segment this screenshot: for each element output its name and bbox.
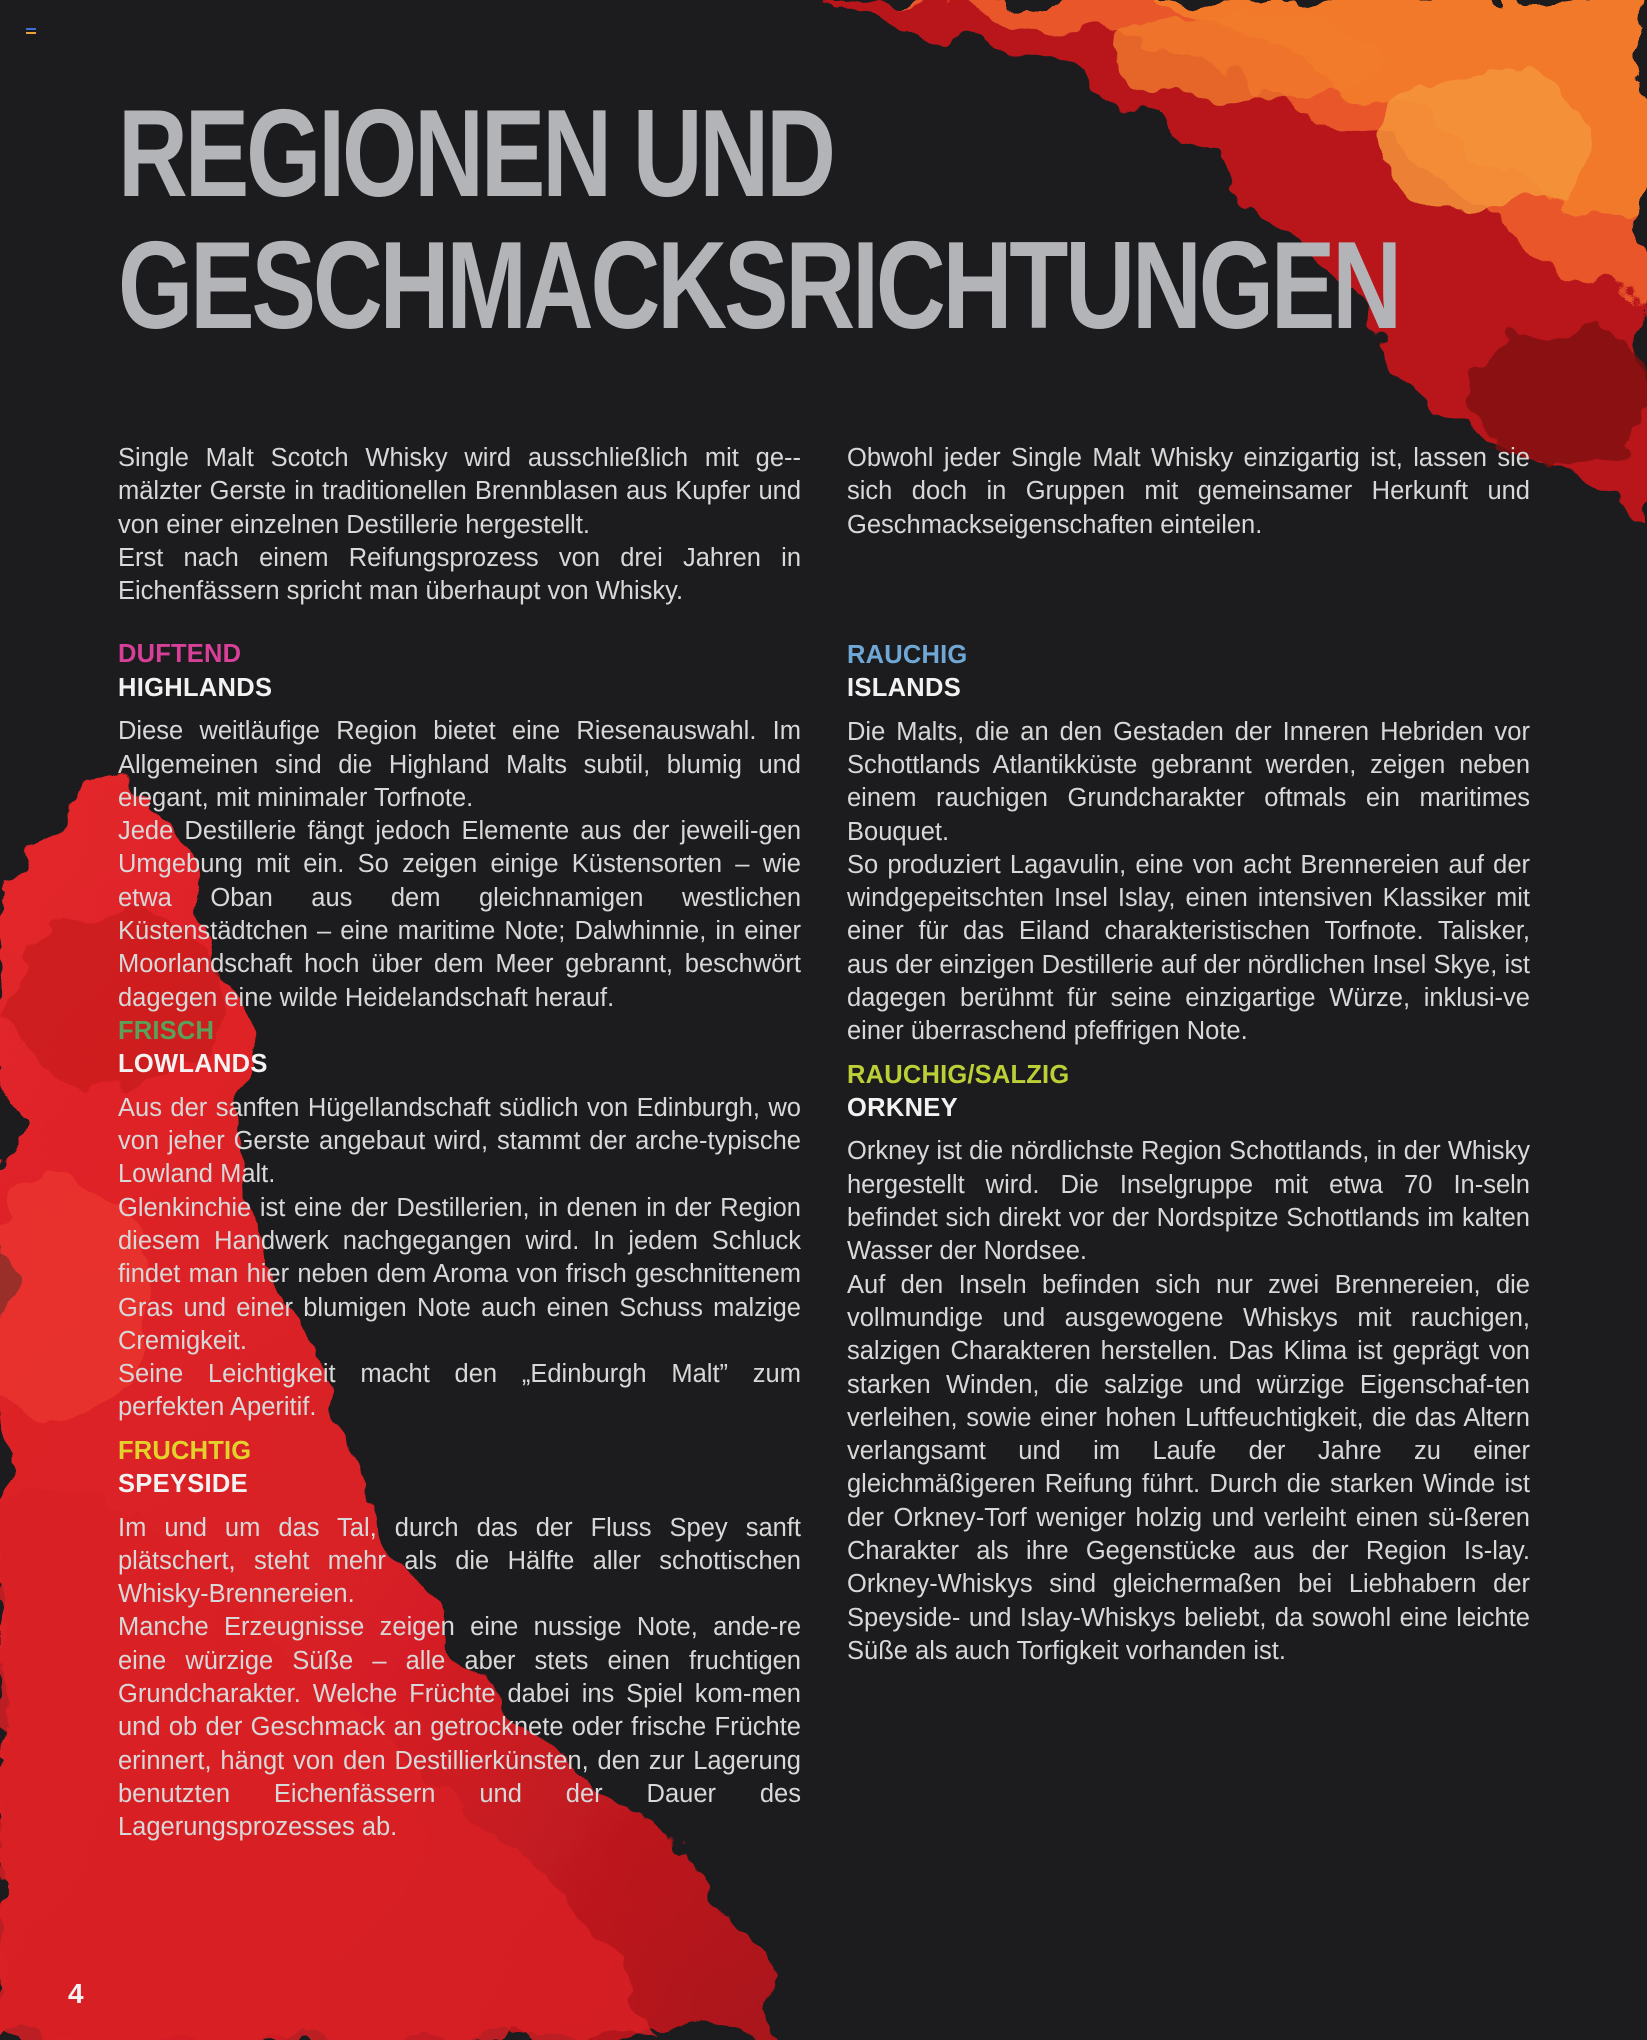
page-number: 4 xyxy=(68,1978,84,2009)
corner-mark-icon xyxy=(26,28,36,34)
left-column xyxy=(118,442,801,1845)
intro-right: Obwohl jeder Single Malt Whisky einzigartig ist, lassen sie sich doch in Gruppen mit gemeinsamer Herkunft und Geschmackseigenschaften einteilen. xyxy=(847,444,1530,539)
section-speyside xyxy=(118,1435,801,1845)
section-text: Aus der sanften Hügellandschaft südlich von Edinburgh, wo von jeher Gerste angebaut wird, stammt der arche-typische Lowland Malt. Glenkinchie ist eine der Destillerien, in denen in der Region diesem Handwerk nachgegangen wird. In jedem Schluck findet man hier neben dem Aroma von frisch geschnittenem Gras und einer blumigen Note auch einen Schuss malzige Cremigkeit. Seine Leichtigkeit macht den „Edinburgh Malt” zum perfekten Aperitif. xyxy=(118,1093,801,1422)
page-title xyxy=(118,85,1399,355)
section-text: Orkney ist die nördlichste Region Schottlands, in der Whisky hergestellt wird. Die Inselgruppe mit etwa 70 In-seln befindet sich direkt vor der Nordspitze Schottlands im kalten Wasser der Nordsee. Auf den Inseln befinden sich nur zwei Brennereien, die vollmundige und ausgewogene Whiskys mit rauchigen, salzigen Charakteren herstellen. Das Klima ist geprägt von starken Winden, die salzige und würzige Eigenschaf-ten verleihen, sowie einer hohen Luftfeuchtigkeit, die das Altern verlangsamt und im Laufe der Jahre zu einer gleichmäßigeren Reifung führt. Durch die starken Winde ist der Orkney-Torf weniger holzig und verleiht einen sü-ßeren Charakter als ihre Gegenstücke aus der Region Is-lay. Orkney-Whiskys sind gleichermaßen bei Liebhabern der Speyside- und Islay-Whiskys beliebt, da sowohl eine leichte Süße als auch Torfigkeit vorhanden ist. xyxy=(847,1137,1530,1665)
intro-left: Single Malt Scotch Whisky wird ausschließlich mit ge-mälzter Gerste in traditionellen Brennblasen aus Kupfer und von einer einzelnen Destillerie hergestellt. Erst nach einem Reifungsprozess von drei Jahren in Eichenfässern spricht man überhaupt von Whisky. xyxy=(118,444,801,606)
region-heading: LOWLANDS xyxy=(118,1050,268,1079)
region-heading: ISLANDS xyxy=(847,674,962,703)
taste-tag: DUFTEND xyxy=(118,640,242,669)
region-heading: ORKNEY xyxy=(847,1094,958,1123)
section-text: Im und um das Tal, durch das der Fluss Spey sanft plätschert, steht mehr als die Hälfte aller schottischen Whisky-Brennereien. Manche Erzeugnisse zeigen eine nussige Note, ande-re eine würzige Süße – alle aber stets einen fruchtigen Grundcharakter. Welche Früchte dabei ins Spiel kom-men und ob der Geschmack an getrocknete oder frische Früchte erinnert, hängt von den Destillierkünsten, den zur Lagerung benutzten Eichenfässern und der Dauer des Lagerungsprozesses ab. xyxy=(118,1513,801,1842)
section-highlands xyxy=(118,638,801,1014)
section-islands xyxy=(847,639,1530,1049)
taste-tag: FRISCH xyxy=(118,1016,215,1045)
taste-tag: RAUCHIG/SALZIG xyxy=(847,1060,1070,1089)
page-title-line-1: REGIONEN UND xyxy=(118,85,833,223)
right-column xyxy=(847,442,1530,1668)
section-text: Die Malts, die an den Gestaden der Inneren Hebriden vor Schottlands Atlantikküste gebrannt werden, zeigen neben einem rauchigen Grundcharakter oftmals ein maritimes Bouquet. So produziert Lagavulin, eine von acht Brennereien auf der windgepeitschten Insel Islay, einen intensiven Klassiker mit einer für das Eiland charakteristischen Torfnote. Talisker, aus der einzigen Destillerie auf der nördlichen Insel Skye, ist dagegen berühmt für seine einzigartige Würze, inklusi-ve einer überraschend pfeffrigen Note. xyxy=(847,717,1530,1046)
taste-tag: FRUCHTIG xyxy=(118,1436,252,1465)
section-lowlands xyxy=(118,1015,801,1425)
taste-tag: RAUCHIG xyxy=(847,640,968,669)
region-heading: SPEYSIDE xyxy=(118,1470,248,1499)
page-title-line-2: GESCHMACKSRICHTUNGEN xyxy=(118,217,1399,355)
region-heading: HIGHLANDS xyxy=(118,673,273,702)
section-text: Diese weitläufige Region bietet eine Riesenauswahl. Im Allgemeinen sind die Highland Malts subtil, blumig und elegant, mit minimaler Torfnote. Jede Destillerie fängt jedoch Elemente aus der jeweili-gen Umgebung mit ein. So zeigen einige Küstensorten – wie etwa Oban aus dem gleichnamigen westlichen Küstenstädtchen – eine maritime Note; Dalwhinnie, in einer Moorlandschaft hoch über dem Meer gebrannt, beschwört dagegen eine wilde Heidelandschaft herauf. xyxy=(118,717,801,1012)
section-orkney xyxy=(847,1059,1530,1669)
